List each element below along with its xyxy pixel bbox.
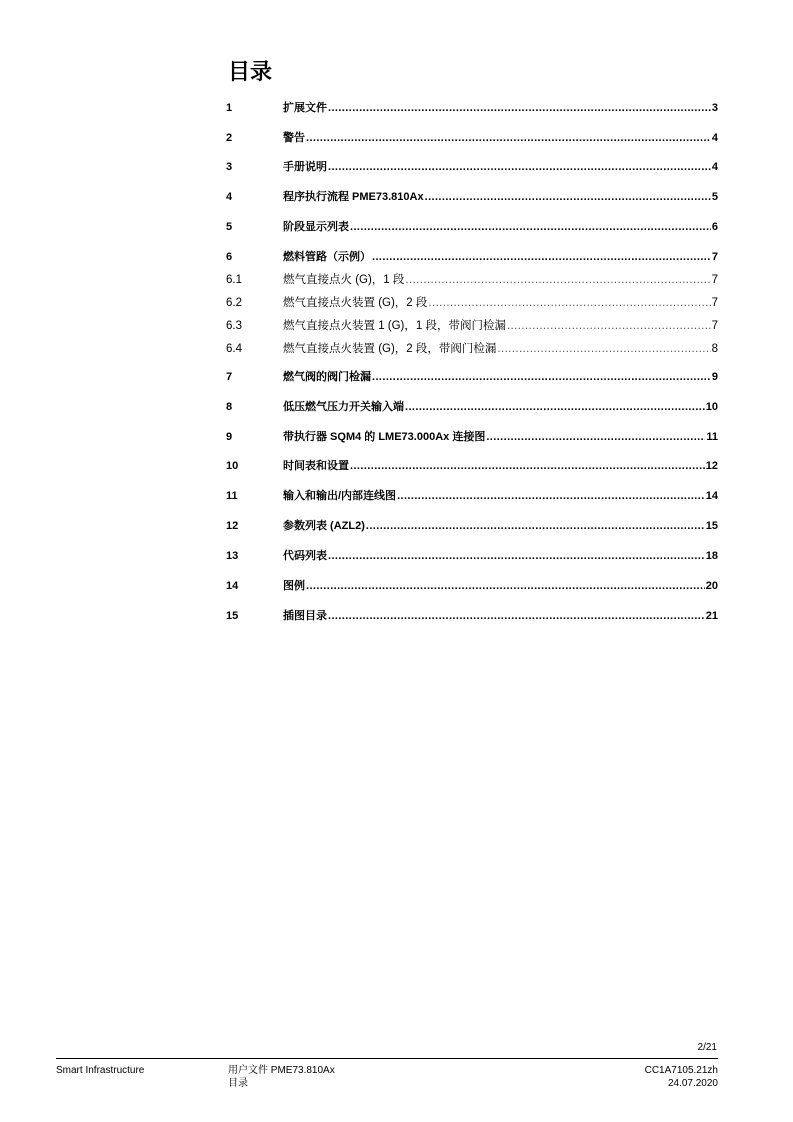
toc-leader-dots	[425, 187, 711, 207]
toc-entry-page[interactable]: 18	[705, 550, 718, 562]
toc-entry-number: 12	[226, 520, 239, 532]
toc-entry-number: 1	[226, 102, 233, 114]
footer-section: 目录	[228, 1078, 248, 1089]
toc-entry[interactable]	[226, 397, 718, 417]
toc-entry-title[interactable]: 燃气阀的阀门检漏	[283, 371, 371, 383]
toc-entry-page[interactable]: 4	[711, 161, 718, 173]
toc-leader-dots	[507, 316, 711, 336]
toc-leader-dots	[366, 516, 705, 536]
toc-entry-page[interactable]: 21	[705, 610, 718, 622]
toc-entry-page[interactable]: 9	[711, 371, 718, 383]
toc-entry-number: 15	[226, 610, 239, 622]
toc-leader-dots	[328, 98, 711, 118]
toc-entry-title[interactable]: 阶段显示列表	[283, 221, 349, 233]
toc-leader-dots	[306, 128, 711, 148]
toc-entry-page[interactable]: 14	[705, 490, 718, 502]
toc-entry[interactable]	[226, 427, 718, 447]
toc-entry-title[interactable]: 警告	[283, 132, 305, 144]
toc-entry-number: 2	[226, 132, 233, 144]
toc-entry-number: 13	[226, 550, 239, 562]
toc-entry-page[interactable]: 4	[711, 132, 718, 144]
toc-entry[interactable]	[226, 486, 718, 506]
toc-entry-number: 10	[226, 460, 239, 472]
toc-entry[interactable]	[226, 367, 718, 387]
page-number: 2/21	[697, 1042, 717, 1053]
toc-entry-page[interactable]: 6	[711, 221, 718, 233]
toc-leader-dots	[328, 157, 711, 177]
toc-entry-title[interactable]: 代码列表	[283, 550, 327, 562]
toc-entry[interactable]	[226, 98, 718, 118]
toc-entry-page[interactable]: 3	[711, 102, 718, 114]
toc-entry[interactable]	[226, 187, 718, 207]
toc-entry-number: 8	[226, 401, 233, 413]
footer-doc-title: 用户文件 PME73.810Ax	[228, 1065, 335, 1076]
toc-leader-dots	[350, 456, 705, 476]
toc-entry[interactable]	[226, 293, 718, 313]
toc-entry-title[interactable]: 手册说明	[283, 161, 327, 173]
toc-entry-title[interactable]: 参数列表 (AZL2)	[283, 520, 365, 532]
toc-entry-page[interactable]: 7	[711, 274, 718, 286]
toc-leader-dots	[328, 546, 705, 566]
toc-entry-page[interactable]: 20	[705, 580, 718, 592]
toc-entry-number: 6.3	[226, 320, 242, 332]
footer-date: 24.07.2020	[667, 1078, 718, 1089]
toc-leader-dots	[486, 427, 705, 447]
toc-entry-title[interactable]: 燃气直接点火 (G)，1 段	[283, 274, 405, 286]
toc-entry-number: 11	[226, 490, 238, 502]
toc-entry-number: 6.4	[226, 343, 242, 355]
toc-entry[interactable]	[226, 546, 718, 566]
toc-entry-page[interactable]: 10	[705, 401, 718, 413]
toc-entry-title[interactable]: 燃气直接点火装置 (G)，2 段	[283, 297, 428, 309]
toc-entry-title[interactable]: 低压燃气压力开关输入端	[283, 401, 404, 413]
toc-entry-number: 6	[226, 251, 233, 263]
toc-leader-dots	[372, 367, 711, 387]
toc-entry[interactable]	[226, 516, 718, 536]
toc-entry[interactable]	[226, 128, 718, 148]
toc-entry-number: 6.2	[226, 297, 242, 309]
toc-entry-title[interactable]: 图例	[283, 580, 305, 592]
toc-entry-page[interactable]: 12	[705, 460, 718, 472]
toc-leader-dots	[397, 486, 705, 506]
toc-entry[interactable]	[226, 217, 718, 237]
toc-entry[interactable]	[226, 247, 718, 267]
footer-divider	[56, 1058, 718, 1059]
toc-entry-page[interactable]: 5	[711, 191, 718, 203]
toc-leader-dots	[428, 293, 710, 313]
toc-entry[interactable]	[226, 456, 718, 476]
toc-leader-dots	[405, 397, 705, 417]
toc-entry-page[interactable]: 15	[705, 520, 718, 532]
toc-entry-page[interactable]: 7	[711, 251, 718, 263]
toc-entry[interactable]	[226, 339, 718, 359]
toc-entry-number: 6.1	[226, 274, 242, 286]
toc-entry[interactable]	[226, 316, 718, 336]
toc-entry-number: 4	[226, 191, 233, 203]
toc-entry-title[interactable]: 燃气直接点火装置 1 (G)，1 段，带阀门检漏	[283, 320, 506, 332]
toc-entry-title[interactable]: 带执行器 SQM4 的 LME73.000Ax 连接图	[283, 431, 486, 443]
toc-entry-number: 3	[226, 161, 233, 173]
toc-entry-page[interactable]: 11	[706, 431, 718, 443]
toc-leader-dots	[350, 217, 711, 237]
toc-entry-page[interactable]: 7	[711, 320, 718, 332]
toc-entry-title[interactable]: 程序执行流程 PME73.810Ax	[283, 191, 424, 203]
toc-entry[interactable]	[226, 606, 718, 626]
toc-entry-title[interactable]: 扩展文件	[283, 102, 327, 114]
page-title: 目录	[228, 59, 273, 84]
toc-leader-dots	[405, 270, 710, 290]
toc-entry[interactable]	[226, 157, 718, 177]
footer-doc-id: CC1A7105.21zh	[644, 1065, 718, 1076]
toc-entry-number: 5	[226, 221, 233, 233]
toc-entry-title[interactable]: 燃料管路（示例）	[283, 251, 371, 263]
toc-entry-title[interactable]: 插图目录	[283, 610, 327, 622]
toc-leader-dots	[328, 606, 705, 626]
toc-entry[interactable]	[226, 270, 718, 290]
toc-entry-number: 7	[226, 371, 233, 383]
toc-entry-number: 14	[226, 580, 239, 592]
footer-company: Smart Infrastructure	[56, 1065, 145, 1076]
toc-leader-dots	[372, 247, 711, 267]
toc-entry-page[interactable]: 8	[711, 343, 718, 355]
toc-entry-title[interactable]: 输入和输出/内部连线图	[283, 490, 397, 502]
toc-entry[interactable]	[226, 576, 718, 596]
toc-entry-title[interactable]: 燃气直接点火装置 (G)，2 段，带阀门检漏	[283, 343, 497, 355]
toc-entry-title[interactable]: 时间表和设置	[283, 460, 349, 472]
toc-entry-page[interactable]: 7	[711, 297, 718, 309]
toc-leader-dots	[497, 339, 710, 359]
toc-entry-number: 9	[226, 431, 233, 443]
toc-leader-dots	[306, 576, 705, 596]
